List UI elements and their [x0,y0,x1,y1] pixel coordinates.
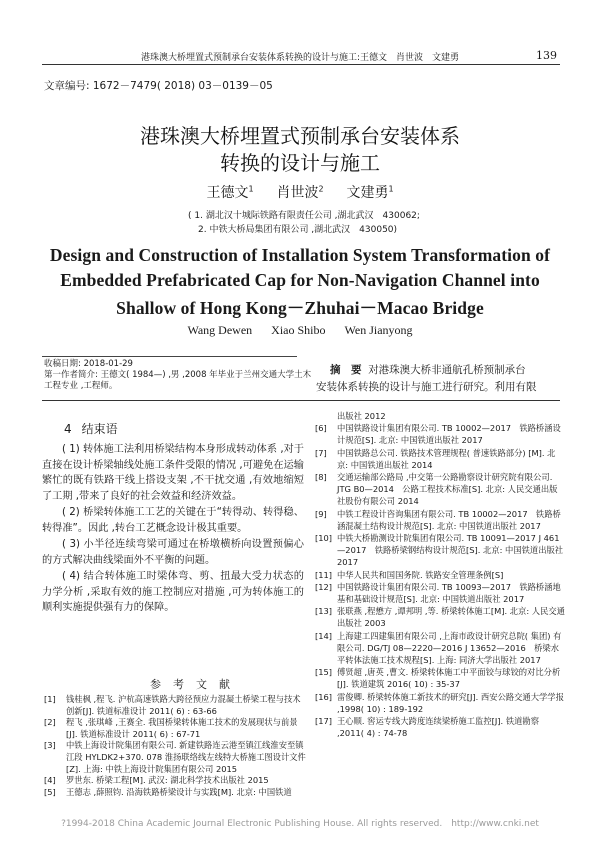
references-right [315,410,565,739]
ref-text: 中国铁路设计集团有限公司. TB 10002—2017 铁路桥涵设计规范[S]. 北京: 中国铁道出版社 2017 [337,423,561,446]
reference-item [315,532,565,569]
reference-item [44,775,306,787]
ref-num: [17] [315,716,333,727]
author-sup: 1 [248,184,254,194]
footnote-rule [42,356,297,357]
ref-text: 程飞 ,张琪峰 ,王赛全. 我国桥梁转体施工技术的发展现状与前景[J]. 铁道标准设计 2011( 6) : 67-71 [66,717,298,739]
abstract-text: 对港珠澳大桥非通航孔桥预制承台 [368,364,526,376]
reference-item [315,605,565,629]
ref-text: 中铁上海设计院集团有限公司. 新建铁路连云港至镇江线淮安至镇江段 HYLDK2+370. 078 淮扬联络线左线特大桥施工图设计文件[Z]. 上海: 中铁上海设计院集团有限公司 2015 [66,740,306,774]
title-cn-line-1: 港珠澳大桥埋置式预制承台安装体系 [140,124,460,148]
paragraph: ( 1) 转体施工法利用桥梁结构本身形成转动体系 ,对于直接在设计桥梁轴线处施工条件受限的情况 ,可避免在运输繁忙的既有铁路干线上搭设支架 ,不干扰交通 ,有效地缩短了工期 ,带来了良好的社会效益和经济效益。 [42,444,304,502]
paragraph: ( 3) 小半径连续弯梁可通过在桥墩横桥向设置预偏心的方式解决曲线梁面外不平衡的问题。 [42,539,304,566]
ref-num: [1] [44,694,56,704]
title-en-line-2: Embedded Prefabricated Cap for Non-Navigation Channel into [60,270,540,290]
reference-item [315,447,565,471]
ref-num: [5] [44,786,56,797]
affiliation-1: ( 1. 湖北汉十城际铁路有限责任公司 ,湖北武汉 430062; [188,211,420,221]
reference-item [315,630,565,667]
title-en-line-3: Shallow of Hong Kong－Zhuhai－Macao Bridge [116,298,484,318]
ref-num: [15] [315,667,333,678]
ref-num: [12] [315,581,333,592]
ref-num: [14] [315,630,333,641]
page-number: 139 [536,49,557,62]
ref-num: [8] [315,472,327,483]
author-en: Xiao Shibo [271,323,326,337]
references-left [44,694,306,798]
author-en: Wang Dewen [187,323,253,337]
reference-item [44,694,306,717]
title-cn-line-2: 转换的设计与施工 [220,151,380,175]
article-number: 文章编号: 1672－7479( 2018) 03－0139－05 [44,80,273,92]
ref-num: [13] [315,606,333,617]
paragraph: ( 4) 结合转体施工时梁体弯、剪、扭最大受力状态的力学分析 ,采取有效的施工控制应对措施 ,可为转体施工的顺利实施提供强有力的保障。 [42,571,304,613]
ref-num: [10] [315,533,333,544]
reference-item [315,691,565,715]
ref-num: [2] [44,717,56,728]
authors-en [0,323,600,338]
abstract-line-2: 安装体系转换的设计与施工进行研究。利用有限 [316,381,537,393]
reference-item [315,471,565,508]
ref-text: 交通运输部公路局 ,中交第一公路勘察设计研究院有限公司. JTG B0—2014 公路工程技术标准[S]. 北京: 人民交通出版社股份有限公司 2014 [337,472,558,507]
ref-text: 上海建工四建集团有限公司 ,上海市政设计研究总院( 集团) 有限公司. DG/TJ 08—2220—2016 J 13652—2016 桥梁水平转体法施工技术规程[S]. 上海: 同济大学出版社 2017 [337,630,562,666]
ref-text: 中国铁路总公司. 铁路技术管理规程( 普速铁路部分) [M]. 北京: 中国铁道出版社 2014 [337,447,556,470]
copyright-footer: ?1994-2018 China Academic Journal Electronic Publishing House. All rights reserved. http://www.cnki.net [61,819,539,829]
references-title: 参考文献 [150,678,242,691]
author-cn: 文建勇 [346,185,389,201]
reference-item [315,666,565,690]
ref-num: [6] [315,423,327,434]
ref-text: 出版社 2012 [337,411,386,421]
abstract-label: 摘 要 [330,364,362,376]
ref-text: 雷俊卿. 桥梁转体施工新技术的研究[J]. 西安公路交通大学学报 ,1998( 10) : 189-192 [337,691,564,714]
reference-item [315,581,565,605]
running-header: 港珠澳大桥埋置式预制承台安装体系转换的设计与施工:王德文 肖世波 文建勇 [140,53,460,63]
ref-text: 中国铁路设计集团有限公司. TB 10093—2017 铁路桥涵地基和基础设计规范[S]. 北京: 中国铁道出版社 2017 [337,581,561,605]
conclusion-body [42,442,304,617]
author-en: Wen Jianyong [344,323,413,337]
ref-text: 钱桂枫 ,程飞. 沪杭高速铁路大跨径预应力混凝土桥梁工程与技术创新[J]. 铁道标准设计 2011( 6) : 63-66 [66,694,301,716]
ref-num: [7] [315,447,327,458]
ref-num: [16] [315,691,333,702]
author-bio-2: 工程专业 ,工程师。 [44,381,118,391]
reference-item [315,715,565,739]
author-bio-1: 第一作者简介: 王德文( 1984—) ,男 ,2008 年毕业于兰州交通大学土木 [44,370,312,380]
ref-num: [3] [44,740,56,751]
section-rule [42,400,560,401]
ref-text: 王心顺. 窖运专线大跨度连续梁桥施工监控[J]. 铁道勘察 ,2011( 4) : 74-78 [337,716,540,739]
section-title: 结束语 [81,422,118,436]
paragraph: ( 2) 桥梁转体施工工艺的关键在于“转得动、转得稳、转得准”。因此 ,转台工艺概念设计极其重要。 [42,507,304,534]
ref-text: 傅贤超 ,唐英 ,曹文. 桥梁转体施工中平面铰与球铰的对比分析[J]. 铁道建筑 2016( 10) : 35-37 [337,667,561,690]
affiliation-2: 2. 中铁大桥局集团有限公司 ,湖北武汉 430050) [198,225,398,235]
ref-num [315,410,337,422]
reference-item [44,717,306,740]
ref-num: [11] [315,569,333,580]
ref-text: 中华人民共和国国务院. 铁路安全管理条例[S] [337,569,504,580]
abstract-line-1 [330,362,580,379]
ref-text: 中铁工程设计咨询集团有限公司. TB 10002—2017 铁路桥涵混凝土结构设计规范[S]. 北京: 中国铁道出版社 2017 [337,508,561,531]
ref-num: [9] [315,508,327,519]
title-en-line-1: Design and Construction of Installation System Transformation of [49,245,551,265]
ref-num: [4] [44,775,56,786]
reference-item [44,740,306,775]
ref-text: 张联燕 ,程懋方 ,谭邦明 ,等. 桥梁转体施工[M]. 北京: 人民交通出版社 2003 [337,606,565,629]
reference-item [315,422,565,446]
author-sup: 1 [388,184,394,194]
authors-cn [0,182,600,202]
reference-item [315,569,565,581]
author-cn: 王德文 [206,185,249,201]
reference-item [315,410,565,422]
reference-item [315,508,565,532]
ref-text: 中铁大桥勘测设计院集团有限公司. TB 10091—2017 J 461—2017 铁路桥梁钢结构设计规范[S]. 北京: 中国铁道出版社 2017 [337,533,564,568]
reference-item [44,787,306,799]
author-sup: 2 [318,184,324,194]
received-date: 收稿日期: 2018-01-29 [44,359,133,369]
author-cn: 肖世波 [276,185,319,201]
header-rule [42,64,560,65]
ref-text: 王德志 ,薛照钧. 沿海铁路桥梁设计与实践[M]. 北京: 中国铁道 [66,786,292,797]
section-number: 4 [64,422,72,436]
ref-text: 罗世东. 桥梁工程[M]. 武汉: 湖北科学技术出版社 2015 [66,775,269,786]
section-heading [64,420,118,437]
